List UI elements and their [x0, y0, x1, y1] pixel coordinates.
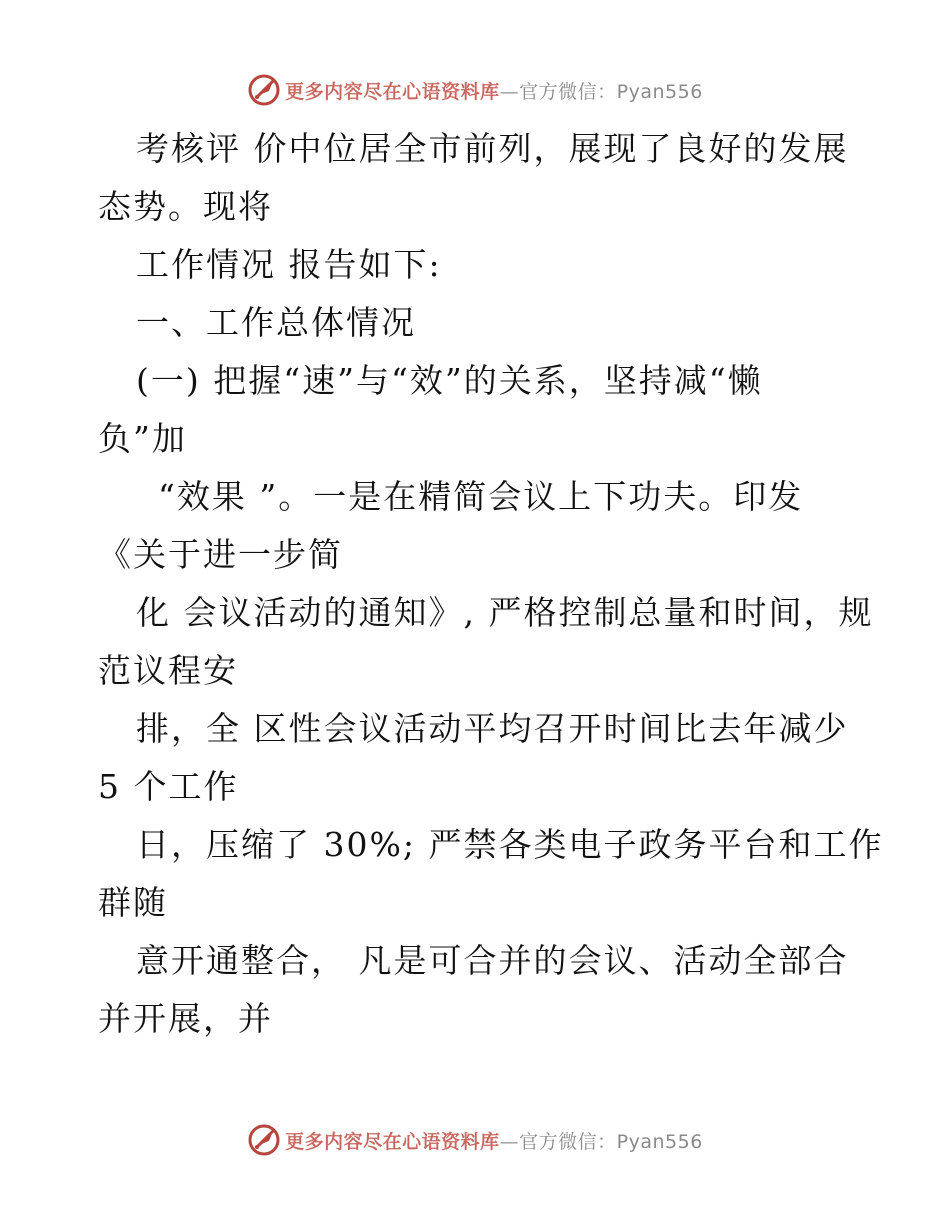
body-line: 负”加	[98, 419, 187, 458]
body-line: 排，全 区性会议活动平均召开时间比去年减少	[136, 709, 849, 748]
header-banner-text: 更多内容尽在心语资料库—官方微信：Pyan556	[285, 80, 703, 103]
feather-logo-icon	[247, 73, 281, 107]
subsection-heading: (一) 把握“速”与“效”的关系，坚持减“懒	[136, 361, 763, 400]
header-banner	[0, 70, 950, 110]
footer-banner	[0, 1120, 950, 1160]
body-line: 工作情况 报告如下:	[136, 245, 442, 284]
body-line: 考核评 价中位居全市前列，展现了良好的发展	[136, 129, 849, 168]
body-line: 《关于进一步简	[98, 535, 343, 574]
body-line: 态势。现将	[98, 187, 273, 226]
feather-logo-icon	[247, 1123, 281, 1157]
body-line: 5 个工作	[98, 767, 239, 806]
document-body	[98, 120, 884, 1048]
body-line: 范议程安	[98, 651, 238, 690]
body-line: 群随	[98, 883, 168, 922]
body-line: 化 会议活动的通知》, 严格控制总量和时间，规	[136, 593, 874, 632]
section-heading: 一、工作总体情况	[136, 303, 416, 342]
body-line: 并开展，并	[98, 999, 273, 1038]
body-line: 意开通整合， 凡是可合并的会议、活动全部合	[136, 941, 849, 980]
footer-banner-text: 更多内容尽在心语资料库—官方微信：Pyan556	[285, 1130, 703, 1153]
body-line: 日，压缩了 30%; 严禁各类电子政务平台和工作	[136, 825, 884, 864]
body-line: “效果 ”。一是在精简会议上下功夫。印发	[158, 477, 804, 516]
